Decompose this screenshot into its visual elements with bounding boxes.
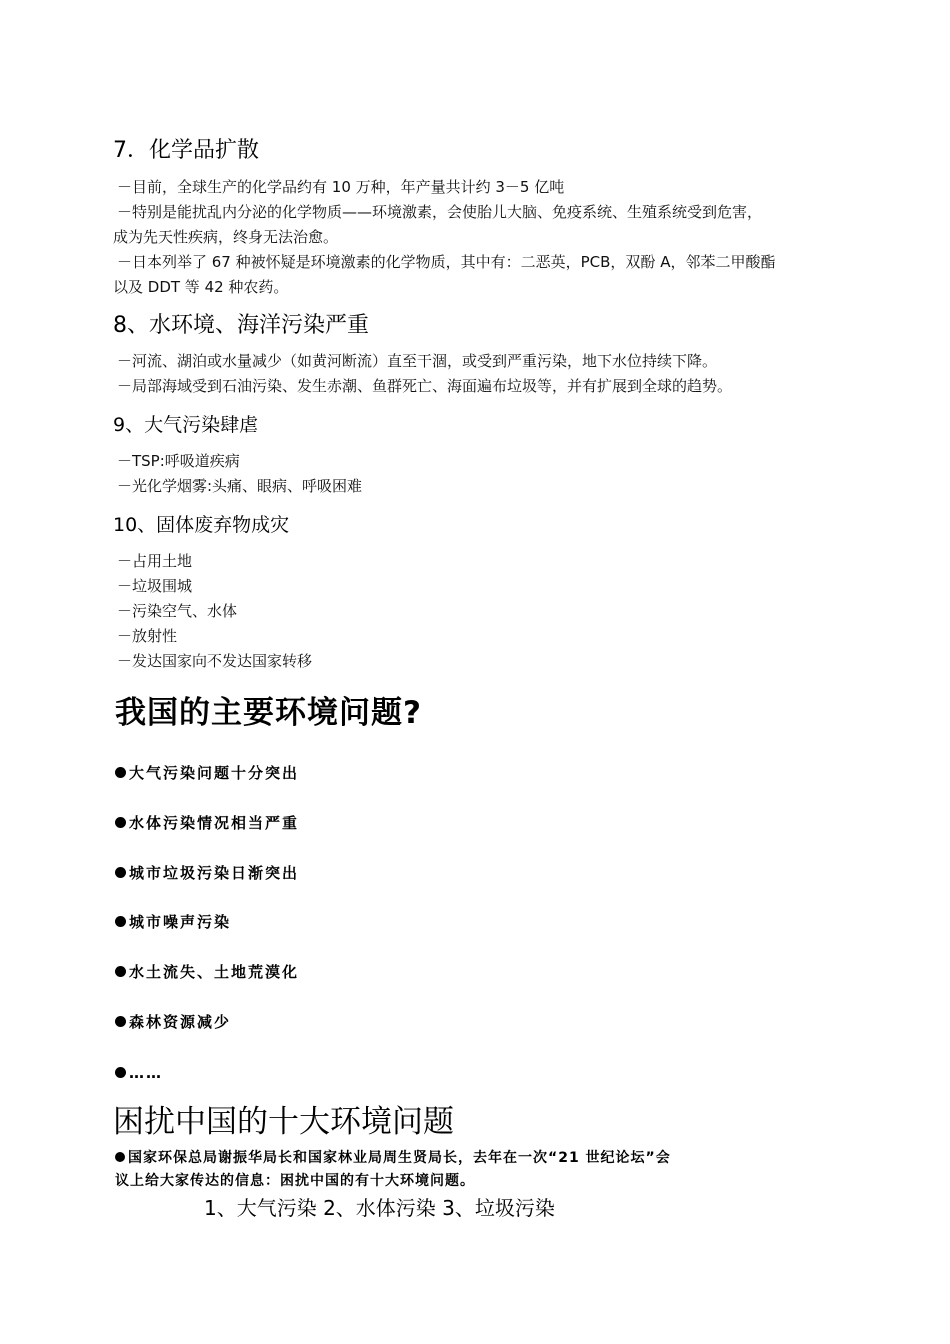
bullet-text: 城市垃圾污染日渐突出	[129, 864, 300, 882]
bullet-text: 水土流失、土地荒漠化	[129, 963, 300, 981]
section-10-title: 10、固体废弃物成灾	[113, 514, 290, 536]
ten-problems-intro-2: 议上给大家传达的信息：困扰中国的有十大环境问题。	[115, 1173, 475, 1189]
bullet-text: ……	[129, 1064, 163, 1082]
ten-problems-title: 困扰中国的十大环境问题	[113, 1104, 454, 1140]
bullet-item	[115, 863, 299, 883]
section-10-line-3: －污染空气、水体	[117, 602, 238, 620]
ten-problems-list-line: 1、大气污染 2、水体污染 3、垃圾污染	[204, 1196, 555, 1220]
bullet-text: 大气污染问题十分突出	[129, 764, 300, 782]
bullet-dot-icon	[115, 1067, 126, 1078]
bullet-dot-icon	[115, 916, 126, 927]
section-9-line-2: －光化学烟雾:头痛、眼病、呼吸困难	[117, 477, 363, 495]
bullet-dot-icon	[115, 1016, 126, 1027]
section-7-line-3: 成为先天性疾病，终身无法治愈。	[113, 228, 339, 246]
bullet-dot-icon	[115, 817, 126, 828]
section-7-line-4: －日本列举了 67 种被怀疑是环境激素的化学物质，其中有：二恶英，PCB，双酚 A，邻苯二甲酸酯	[117, 253, 776, 271]
bullet-dot-icon	[115, 1152, 125, 1162]
china-problems-title: 我国的主要环境问题?	[115, 695, 422, 731]
bullet-dot-icon	[115, 767, 126, 778]
section-10-line-5: －发达国家向不发达国家转移	[117, 652, 313, 670]
bullet-item	[115, 813, 299, 833]
section-8-line-1: －河流、湖泊或水量减少（如黄河断流）直至干涸，或受到严重污染，地下水位持续下降。	[117, 352, 718, 370]
bullet-text: 城市噪声污染	[129, 913, 232, 931]
bullet-item	[115, 962, 299, 982]
section-7-line-2: －特别是能扰乱内分泌的化学物质——环境激素，会使胎儿大脑、免疫系统、生殖系统受到危害，	[117, 203, 763, 221]
section-7-title: 7．化学品扩散	[113, 138, 259, 163]
section-10-line-4: －放射性	[117, 627, 178, 645]
section-7-line-5: 以及 DDT 等 42 种农药。	[113, 278, 289, 296]
bullet-text: 森林资源减少	[129, 1013, 232, 1031]
section-9-line-1: －TSP:呼吸道疾病	[117, 452, 240, 470]
bullet-text: 水体污染情况相当严重	[129, 814, 300, 832]
section-8-line-2: －局部海域受到石油污染、发生赤潮、鱼群死亡、海面遍布垃圾等，并有扩展到全球的趋势。	[117, 377, 733, 395]
section-9-title: 9、大气污染肆虐	[113, 414, 259, 436]
bullet-dot-icon	[115, 867, 126, 878]
bullet-item	[115, 1063, 163, 1083]
section-7-line-1: －目前，全球生产的化学品约有 10 万种，年产量共计约 3－5 亿吨	[117, 178, 565, 196]
intro-text-1: 国家环保总局谢振华局长和国家林业局周生贤局长，去年在一次“21 世纪论坛”会	[128, 1150, 671, 1166]
ten-problems-intro-1	[115, 1147, 671, 1169]
section-10-line-2: －垃圾围城	[117, 577, 193, 595]
bullet-item	[115, 1012, 231, 1032]
bullet-item	[115, 763, 299, 783]
bullet-item	[115, 912, 231, 932]
section-8-title: 8、水环境、海洋污染严重	[113, 313, 369, 338]
section-10-line-1: －占用土地	[117, 552, 193, 570]
bullet-dot-icon	[115, 966, 126, 977]
